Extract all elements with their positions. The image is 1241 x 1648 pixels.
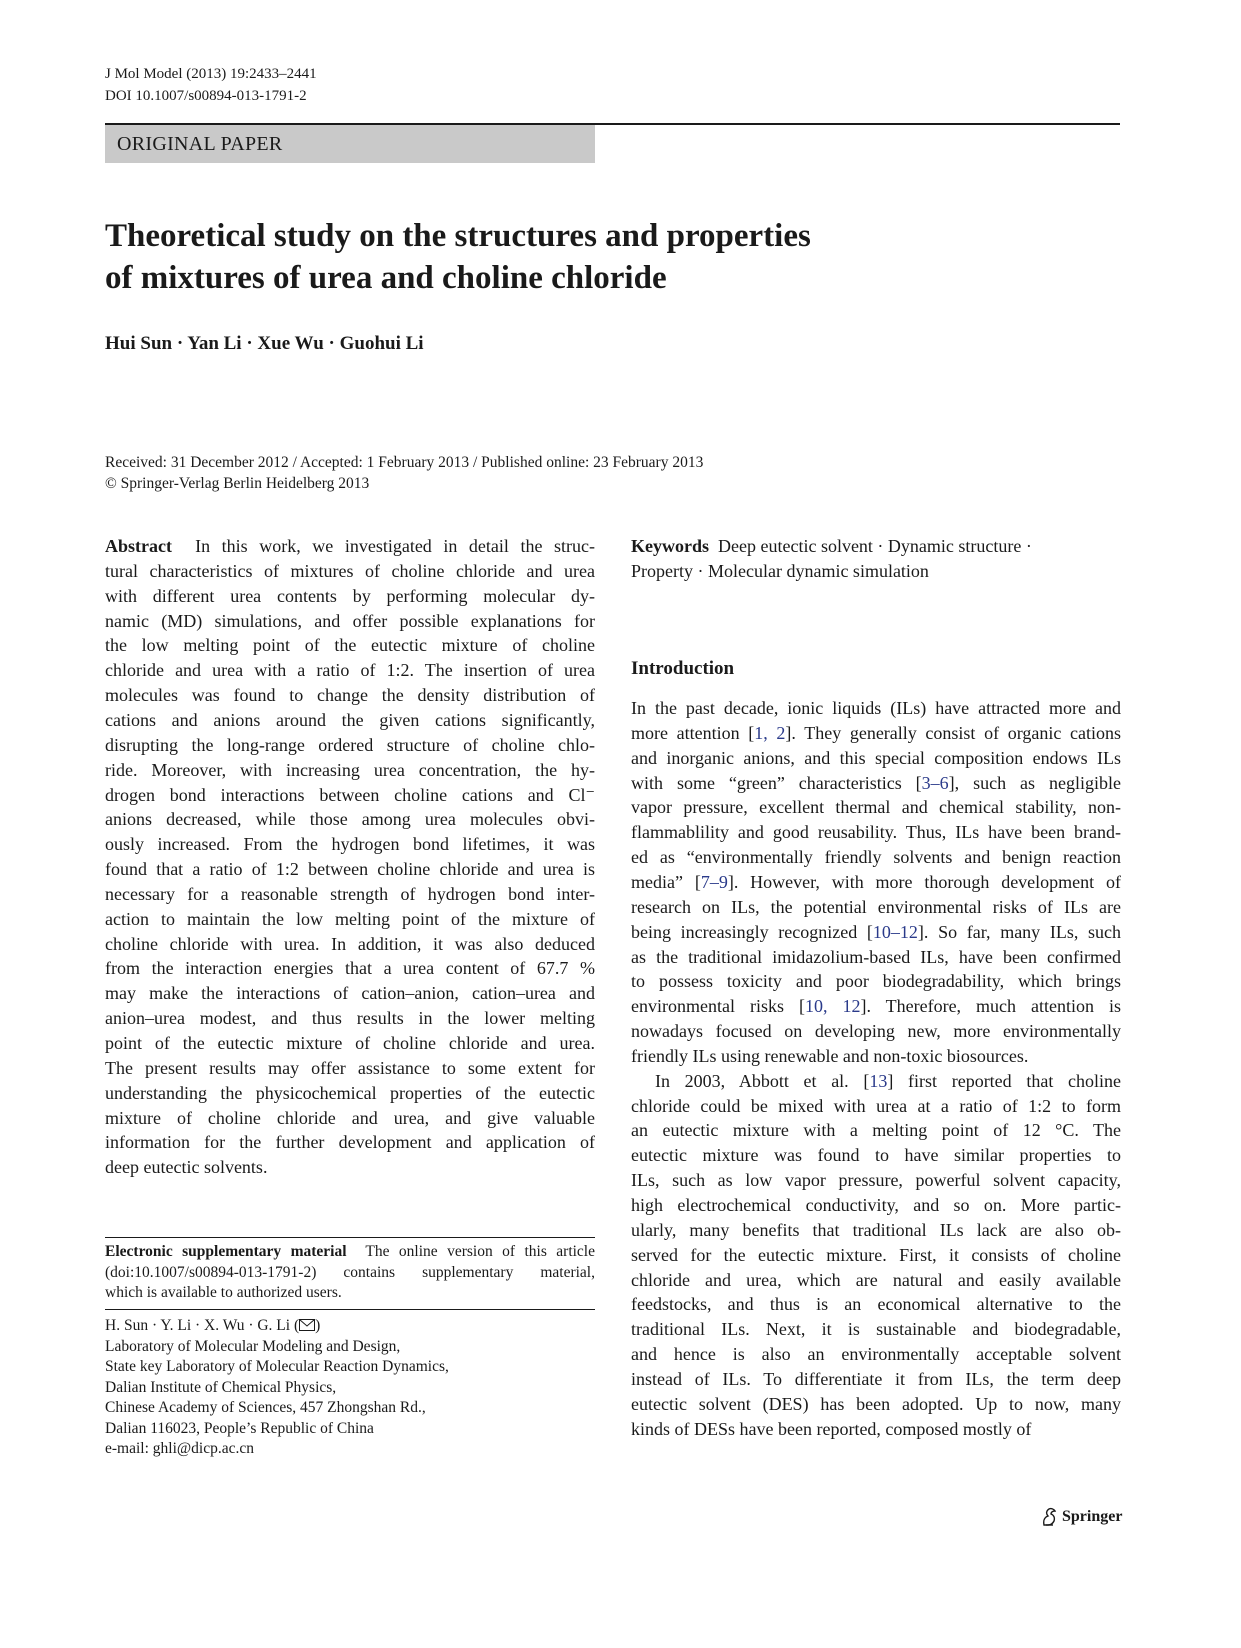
abstract-line: mixture of choline chloride and urea, and give valuable xyxy=(105,1107,595,1128)
affiliation-line-1: Laboratory of Molecular Modeling and Design, xyxy=(105,1337,401,1355)
abstract-line: the low melting point of the eutectic mixture of choline xyxy=(105,635,595,656)
introduction-line: eutectic solvent (DES) has been adopted. Up to now, many xyxy=(631,1393,1121,1414)
affiliation-line-2: State key Laboratory of Molecular Reaction Dynamics, xyxy=(105,1358,449,1375)
introduction-line: research on ILs, the potential environmental risks of ILs are xyxy=(631,896,1121,917)
abstract-line: from the interaction energies that a urea content of 67.7 % xyxy=(105,958,595,979)
affiliation-line-3: Dalian Institute of Chemical Physics, xyxy=(105,1378,337,1396)
introduction-line: more attention [1, 2]. They generally consist of organic cations xyxy=(631,722,1121,743)
citation-link[interactable]: 10, 12 xyxy=(804,996,861,1017)
introduction-line: an eutectic mixture with a melting point of 12 °C. The xyxy=(631,1120,1121,1141)
abstract-line: drogen bond interactions between choline cations and Cl⁻ xyxy=(105,784,595,805)
citation-link[interactable]: 1, 2 xyxy=(754,722,786,743)
keywords-heading: Keywords xyxy=(631,536,709,556)
affiliation-line-4: Chinese Academy of Sciences, 457 Zhongshan Rd., xyxy=(105,1399,426,1416)
introduction-line: friendly ILs using renewable and non-toxic biosources. xyxy=(631,1045,1029,1066)
abstract-line: tural characteristics of mixtures of choline chloride and urea xyxy=(105,560,595,581)
abstract-line: necessary for a reasonable strength of hydrogen bond inter- xyxy=(105,883,595,904)
introduction-line: ILs, such as low vapor pressure, powerful solvent capacity, xyxy=(631,1170,1121,1191)
affiliation-line-5: Dalian 116023, People’s Republic of China xyxy=(105,1419,374,1437)
citation-link[interactable]: 3–6 xyxy=(921,772,949,793)
introduction-line: being increasingly recognized [10–12]. So far, many ILs, such xyxy=(631,921,1121,942)
abstract-line: molecules was found to change the density distribution of xyxy=(105,685,595,706)
introduction-line: ularly, many benefits that traditional ILs lack are also ob- xyxy=(631,1219,1121,1240)
esm-rule-top xyxy=(105,1237,595,1238)
copyright-line: © Springer-Verlag Berlin Heidelberg 2013 xyxy=(105,475,370,492)
abstract-heading: Abstract xyxy=(105,536,172,556)
abstract-line: anion–urea modest, and thus results in the lower melting xyxy=(105,1008,595,1029)
introduction-line: to possess toxicity and poor biodegradability, which brings xyxy=(631,971,1121,992)
publisher-logo xyxy=(1040,1507,1122,1527)
affiliation-email[interactable]: e-mail: ghli@dicp.ac.cn xyxy=(105,1440,254,1457)
abstract-line: may make the interactions of cation–anion, cation–urea and xyxy=(105,983,595,1004)
abstract-line: choline chloride with urea. In addition, it was also deduced xyxy=(105,933,595,954)
introduction-line: environmental risks [10, 12]. Therefore, much attention is xyxy=(631,996,1121,1017)
introduction-line: In 2003, Abbott et al. [13] first reported that choline xyxy=(655,1070,1121,1091)
introduction-heading: Introduction xyxy=(631,658,735,679)
citation-link[interactable]: 10–12 xyxy=(872,921,918,942)
esm-line-2: (doi:10.1007/s00894-013-1791-2) contains supplementary material, xyxy=(105,1263,595,1281)
introduction-line: ed as “environmentally friendly solvents and benign reaction xyxy=(631,847,1121,868)
introduction-line: media” [7–9]. However, with more thorough development of xyxy=(631,871,1121,892)
abstract-line: anions decreased, while those among urea molecules obvi- xyxy=(105,809,595,830)
abstract-line: ride. Moreover, with increasing urea concentration, the hy- xyxy=(105,759,595,780)
introduction-line: feedstocks, and thus is an economical alternative to the xyxy=(631,1294,1121,1315)
abstract-line: Abstract In this work, we investigated in detail the struc- xyxy=(105,536,595,556)
introduction-line: with some “green” characteristics [3–6], such as negligible xyxy=(631,772,1121,793)
esm-rule-bottom xyxy=(105,1309,595,1310)
affiliation-block xyxy=(105,1316,595,1460)
abstract-line: action to maintain the low melting point of the mixture of xyxy=(105,908,595,929)
envelope-icon[interactable] xyxy=(299,1319,315,1331)
introduction-line: kinds of DESs have been reported, composed mostly of xyxy=(631,1418,1032,1439)
springer-horse-icon xyxy=(1040,1507,1058,1527)
keywords-section xyxy=(631,534,1121,584)
journal-citation: J Mol Model (2013) 19:2433–2441 xyxy=(105,66,317,82)
abstract-line: ously increased. From the hydrogen bond lifetimes, it was xyxy=(105,834,595,855)
abstract-line: namic (MD) simulations, and offer possible explanations for xyxy=(105,610,595,631)
affiliation-names: H. Sun · Y. Li · X. Wu · G. Li ( ) xyxy=(105,1317,321,1334)
abstract-line: with different urea contents by performing molecular dy- xyxy=(105,585,595,606)
keywords-line-2: Property · Molecular dynamic simulation xyxy=(631,561,929,581)
introduction-line: vapor pressure, excellent thermal and chemical stability, non- xyxy=(631,797,1121,818)
abstract-line: point of the eutectic mixture of choline chloride and urea. xyxy=(105,1033,595,1053)
introduction-line: and hence is also an environmentally acceptable solvent xyxy=(631,1344,1121,1365)
paper-title xyxy=(105,215,1005,299)
introduction-line: high electrochemical conductivity, and so on. More partic- xyxy=(631,1195,1121,1215)
abstract-line: cations and anions around the given cations significantly, xyxy=(105,709,595,730)
keywords-line-1: Keywords Deep eutectic solvent · Dynamic structure · xyxy=(631,536,1032,556)
introduction-line: eutectic mixture was found to have similar properties to xyxy=(631,1145,1121,1166)
citation-link[interactable]: 13 xyxy=(869,1070,888,1091)
esm-line-3: which is available to authorized users. xyxy=(105,1284,342,1301)
introduction-line: In the past decade, ionic liquids (ILs) have attracted more and xyxy=(631,698,1121,718)
introduction-line: as the traditional imidazolium-based ILs, have been confirmed xyxy=(631,946,1121,967)
title-line-2: of mixtures of urea and choline chloride xyxy=(105,260,667,296)
esm-note xyxy=(105,1242,595,1304)
introduction-line: chloride and urea, which are natural and easily available xyxy=(631,1269,1121,1290)
introduction-line: nowadays focused on developing new, more environmentally xyxy=(631,1021,1121,1042)
publication-dates: Received: 31 December 2012 / Accepted: 1 February 2013 / Published online: 23 February 2013 xyxy=(105,454,704,471)
introduction-line: instead of ILs. To differentiate it from ILs, the term deep xyxy=(631,1368,1121,1389)
introduction-line: flammablility and good reusability. Thus, ILs have been brand- xyxy=(631,822,1121,843)
abstract-line: disrupting the long-range ordered structure of choline chlo- xyxy=(105,734,595,755)
publisher-name: Springer xyxy=(1062,1508,1123,1525)
esm-heading: Electronic supplementary material xyxy=(105,1243,347,1260)
title-line-1: Theoretical study on the structures and properties xyxy=(105,218,811,254)
introduction-line: and inorganic anions, and this special composition endows ILs xyxy=(631,747,1121,768)
abstract-line: understanding the physicochemical properties of the eutectic xyxy=(105,1082,595,1103)
abstract-line: found that a ratio of 1:2 between choline chloride and urea is xyxy=(105,859,595,880)
abstract-line: deep eutectic solvents. xyxy=(105,1157,268,1178)
abstract-line: The present results may offer assistance to some extent for xyxy=(105,1057,595,1078)
esm-line-1: Electronic supplementary material The online version of this article xyxy=(105,1243,595,1260)
introduction-line: traditional ILs. Next, it is sustainable and biodegradable, xyxy=(631,1319,1121,1340)
citation-link[interactable]: 7–9 xyxy=(700,871,728,892)
author-list: Hui Sun · Yan Li · Xue Wu · Guohui Li xyxy=(105,333,424,354)
abstract-line: information for the further development and application of xyxy=(105,1132,595,1153)
introduction-line: chloride could be mixed with urea at a ratio of 1:2 to form xyxy=(631,1095,1121,1116)
introduction-line: served for the eutectic mixture. First, it consists of choline xyxy=(631,1244,1121,1265)
paper-type-label: ORIGINAL PAPER xyxy=(117,133,283,155)
abstract-line: chloride and urea with a ratio of 1:2. The insertion of urea xyxy=(105,660,595,681)
doi-line: DOI 10.1007/s00894-013-1791-2 xyxy=(105,88,307,104)
